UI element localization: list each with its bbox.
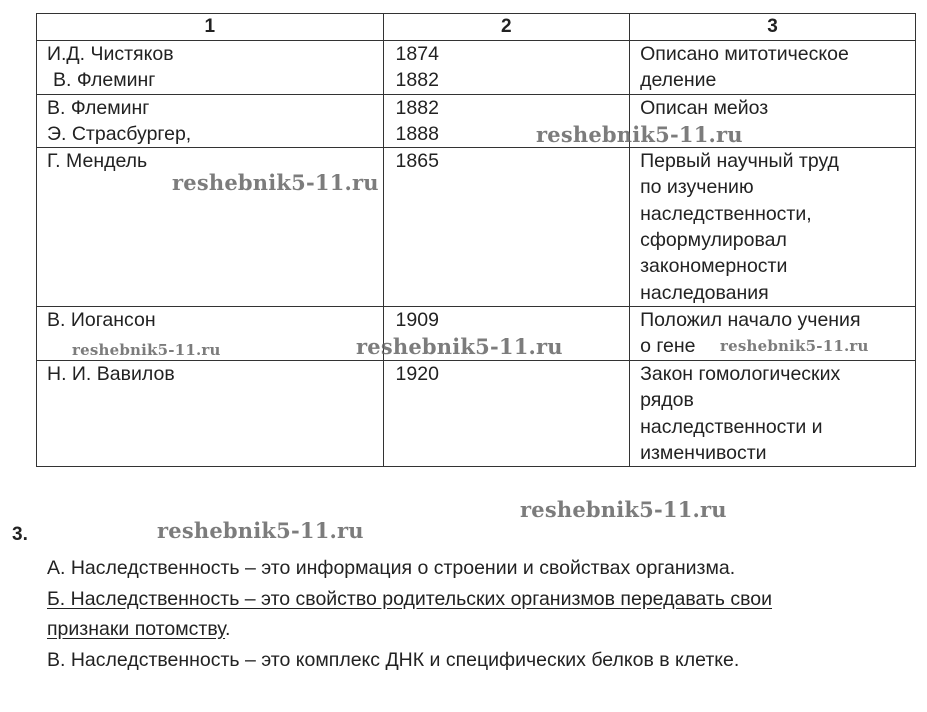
watermark: reshebnik5-11.ru (356, 334, 563, 359)
year-value: 1874 (395, 43, 439, 65)
answer-option-b-line2: признаки потомству (47, 618, 226, 640)
watermark: reshebnik5-11.ru (536, 122, 743, 147)
year-value: 1920 (395, 362, 439, 385)
discovery-cell (630, 360, 916, 466)
column-header-1: 1 (37, 14, 384, 41)
discovery-text: изменчивости (640, 441, 767, 464)
year-value: 1888 (395, 122, 439, 145)
answer-option-c: В. Наследственность – это комплекс ДНК и специфических белков в клетке. (47, 648, 740, 671)
answer-options (47, 553, 917, 675)
watermark: reshebnik5-11.ru (520, 497, 727, 522)
year-value: 1865 (395, 150, 439, 173)
discovery-text: Описан мейоз (640, 96, 769, 119)
discovery-text: рядов (640, 389, 694, 412)
biology-history-table (36, 13, 916, 467)
discovery-text: наследования (640, 281, 769, 304)
year-cell (383, 148, 630, 307)
year-cell (383, 360, 630, 466)
table-row (37, 360, 916, 466)
answer-option-b-line2-wrapper (47, 614, 917, 645)
discovery-cell (630, 41, 916, 95)
table-row (37, 41, 916, 95)
answer-option-b-period: . (225, 618, 231, 640)
scientist-name: И.Д. Чистяков (47, 43, 174, 65)
year-cell (383, 41, 630, 95)
discovery-text: Закон гомологических (640, 362, 841, 385)
scientist-cell (37, 360, 384, 466)
table-row (37, 148, 916, 307)
answer-option-a: А. Наследственность – это информация о строении и свойствах организма. (47, 557, 736, 579)
question-number: 3. (12, 524, 28, 545)
scientist-name: Н. И. Вавилов (47, 362, 175, 385)
scientist-cell (37, 41, 384, 95)
scientist-name: В. Иогансон (47, 308, 156, 331)
discovery-text: по изучению (640, 176, 754, 199)
table-row (37, 94, 916, 148)
discovery-text: сформулировал (640, 229, 787, 252)
year-value: 1909 (395, 308, 439, 331)
scientist-name: Э. Страсбургер, (47, 122, 192, 145)
discovery-text: закономерности (640, 255, 788, 278)
discovery-text: Первый научный труд (640, 150, 839, 173)
watermark: reshebnik5-11.ru (157, 518, 364, 543)
year-value: 1882 (395, 69, 439, 92)
discovery-cell (630, 148, 916, 307)
table-header-row (37, 14, 916, 41)
discovery-text: о гене (640, 335, 696, 358)
discovery-text: Описано митотическое (640, 43, 849, 65)
scientist-name: В. Флеминг (47, 96, 150, 119)
column-header-2: 2 (383, 14, 630, 41)
discovery-text: наследственности, (640, 202, 812, 225)
discovery-text: наследственности и (640, 415, 823, 438)
scientist-name: В. Флеминг (53, 69, 156, 92)
watermark: reshebnik5-11.ru (172, 170, 379, 195)
year-value: 1882 (395, 96, 439, 119)
watermark: reshebnik5-11.ru (720, 337, 869, 355)
scientist-cell (37, 94, 384, 148)
discovery-text: деление (640, 69, 717, 92)
answer-option-b-line1: Б. Наследственность – это свойство родительских организмов передавать свои (47, 587, 773, 610)
watermark: reshebnik5-11.ru (72, 341, 221, 359)
column-header-3: 3 (630, 14, 916, 41)
discovery-text: Положил начало учения (640, 308, 861, 331)
scientist-name: Г. Мендель (47, 150, 148, 173)
